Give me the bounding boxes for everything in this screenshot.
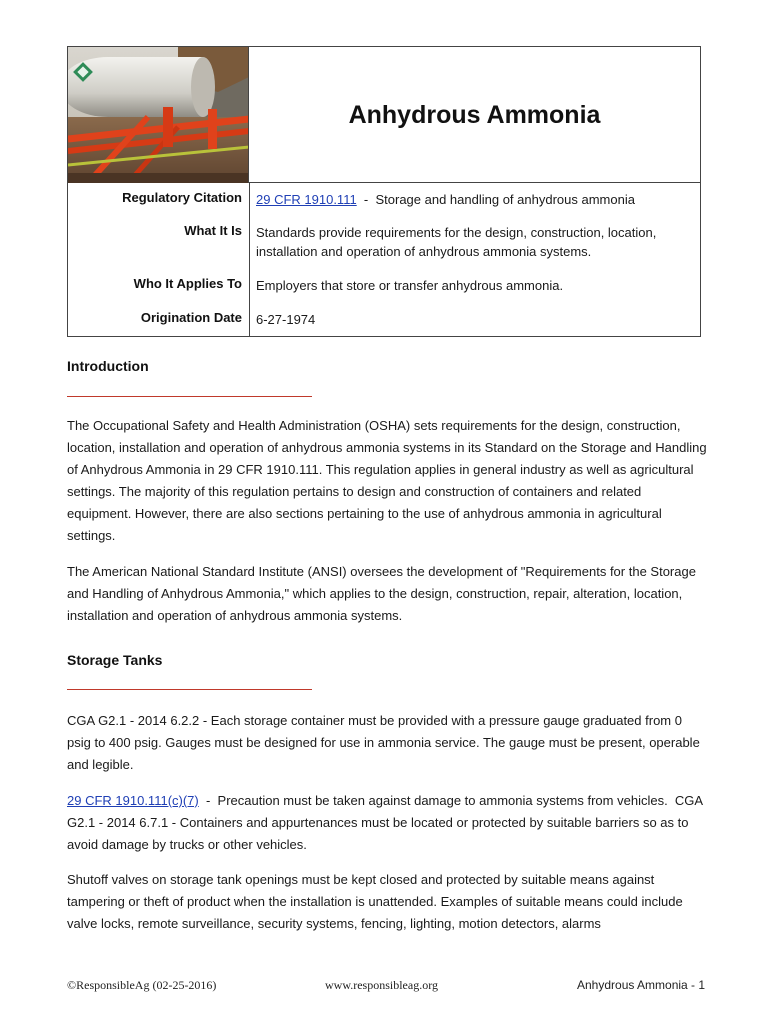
row-label: Regulatory Citation xyxy=(122,190,242,205)
footer-website: www.responsibleag.org xyxy=(325,978,438,992)
row-label: Who It Applies To xyxy=(133,276,242,291)
citation-description: - Storage and handling of anhydrous ammonia xyxy=(356,192,635,207)
footer-copyright: ©ResponsibleAg (02-25-2016) xyxy=(67,978,217,992)
footer-page-label: Anhydrous Ammonia - 1 xyxy=(577,978,706,992)
introduction-paragraph-2: The American National Standard Institute (ANSI) oversees the development of "Requirements for the Storage and Handling of Anhydrous Ammonia," which applies to the design, construction, repair, alteration, location, installation and operation of anhydrous ammonia systems. xyxy=(67,564,696,623)
introduction-heading: Introduction xyxy=(67,358,149,374)
storage-tanks-heading: Storage Tanks xyxy=(67,652,163,668)
document-title: Anhydrous Ammonia xyxy=(348,100,601,129)
row-label: What It Is xyxy=(184,223,242,238)
storage-paragraph-1: CGA G2.1 - 2014 6.2.2 - Each storage container must be provided with a pressure gauge graduated from 0 psig to 400 psig. Gauges must be designed for use in ammonia service. The gauge must be present, operable and legible. xyxy=(67,713,700,772)
introduction-rule xyxy=(67,396,312,397)
row-value: Standards provide requirements for the design, construction, location, installation and operation of anhydrous ammonia systems. xyxy=(256,225,657,259)
storage-paragraph-3: Shutoff valves on storage tank openings must be kept closed and protected by suitable means against tampering or theft of product when the installation is unattended. Examples of suitable means could include valve locks, remote surveillance, security systems, fencing, lighting, motion detectors, alarms xyxy=(67,872,683,931)
citation-link[interactable]: 29 CFR 1910.111 xyxy=(256,192,357,207)
citation-link-c7[interactable]: 29 CFR 1910.111(c)(7) xyxy=(67,793,199,808)
summary-header xyxy=(68,47,700,183)
row-value: Employers that store or transfer anhydrous ammonia. xyxy=(256,278,564,293)
summary-table xyxy=(67,46,701,337)
column-divider xyxy=(249,183,250,336)
ammonia-tank-photo-graphic xyxy=(68,47,249,183)
row-value: 6-27-1974 xyxy=(256,312,316,327)
storage-paragraph-2 xyxy=(67,790,707,856)
summary-rows xyxy=(68,183,700,336)
storage-paragraph-2-text: - Precaution must be taken against damage to ammonia systems from vehicles. CGA G2.1 - 2014 6.7.1 - Containers and appurtenances must be located or protected by suitable barriers so as to avoid damage by trucks or other vehicles. xyxy=(67,793,706,852)
storage-tanks-rule xyxy=(67,689,312,690)
ammonia-tank-photo xyxy=(68,47,249,183)
introduction-paragraph-1: The Occupational Safety and Health Administration (OSHA) sets requirements for the design, construction, location, installation and operation of anhydrous ammonia systems in its Standard on the Storage and Handling of Anhydrous Ammonia in 29 CFR 1910.111. This regulation applies in general industry as well as agricultural settings. The majority of this regulation pertains to design and construction of containers and related equipment. However, there are also sections pertaining to the use of anhydrous ammonia in agricultural settings. xyxy=(67,418,707,543)
row-value xyxy=(256,190,696,209)
row-label: Origination Date xyxy=(140,310,242,325)
